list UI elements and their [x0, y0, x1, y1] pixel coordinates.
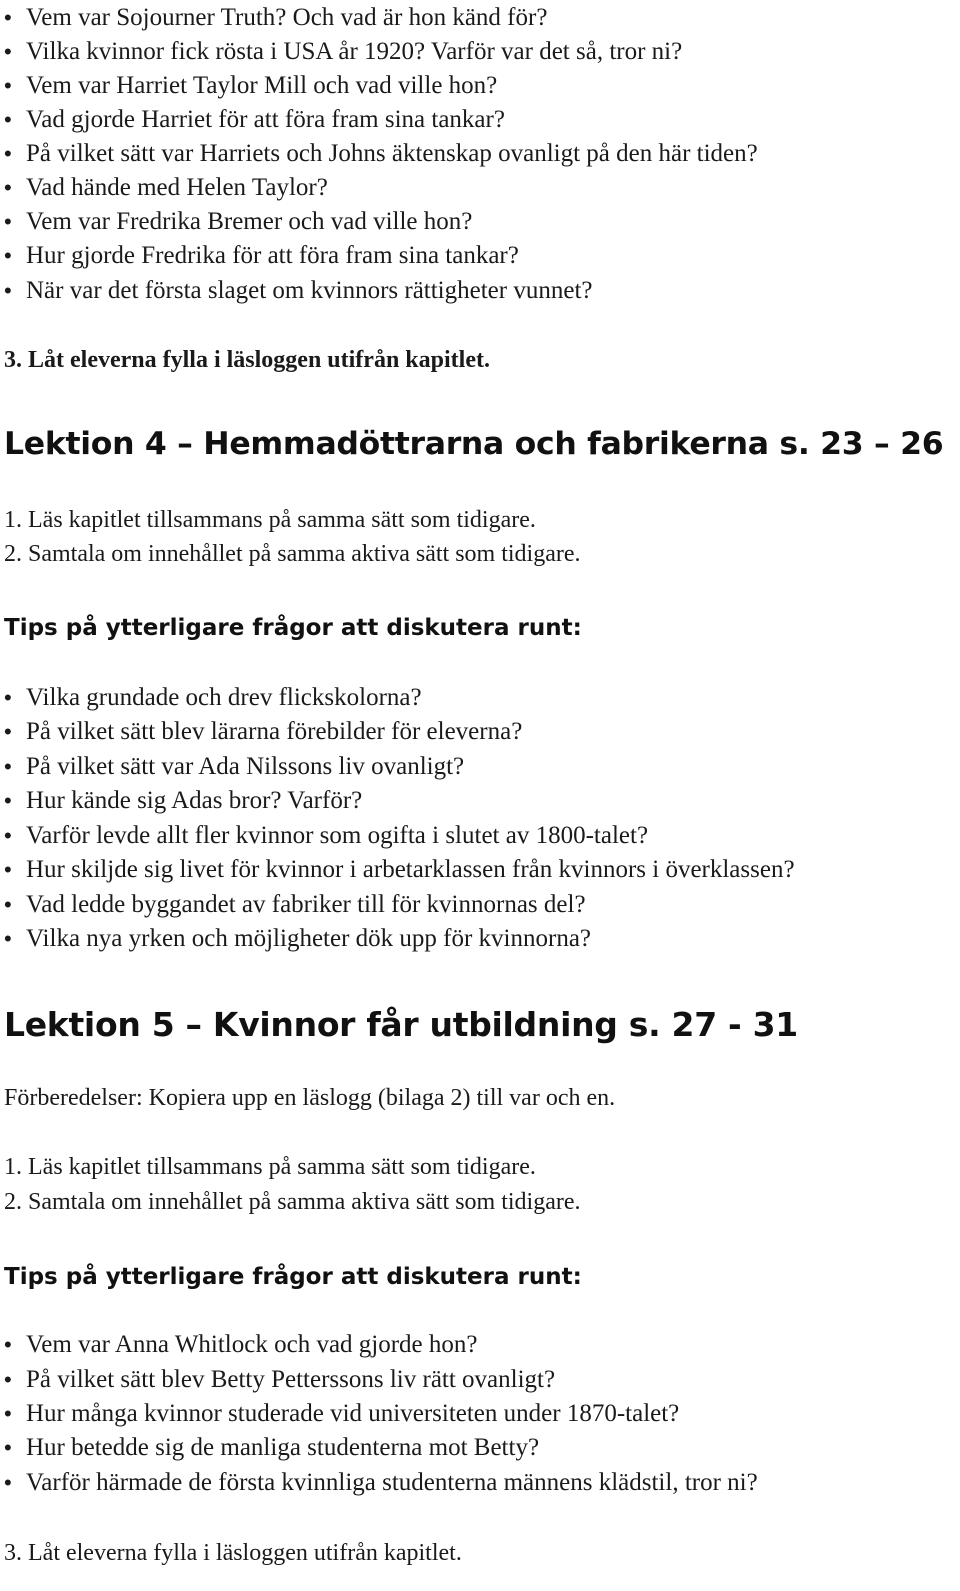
list-item: • Vad ledde byggandet av fabriker till för kvinnornas del? [4, 891, 586, 918]
list-item: • På vilket sätt blev lärarna förebilder för eleverna? [4, 718, 523, 745]
list-item: • Hur betedde sig de manliga studenterna mot Betty? [4, 1434, 540, 1461]
list-item: • Varför levde allt fler kvinnor som ogifta i slutet av 1800-talet? [4, 822, 649, 849]
lesson-4-tips-heading: Tips på ytterligare frågor att diskutera runt: [4, 615, 582, 641]
list-item: • Vilka grundade och drev flickskolorna? [4, 684, 422, 711]
list-item: • Varför härmade de första kvinnliga studenterna männens klädstil, tror ni? [4, 1469, 758, 1496]
lesson-5-preparation: Förberedelser: Kopiera upp en läslogg (bilaga 2) till var och en. [4, 1085, 616, 1111]
list-item: • Vad gjorde Harriet för att föra fram sina tankar? [4, 106, 505, 133]
list-item: • Hur gjorde Fredrika för att föra fram sina tankar? [4, 242, 519, 269]
lesson-5-tips-heading: Tips på ytterligare frågor att diskutera runt: [4, 1264, 582, 1290]
step-3-instruction: 3. Låt eleverna fylla i läsloggen utifrån kapitlet. [4, 347, 490, 373]
list-item: • Vem var Sojourner Truth? Och vad är hon känd för? [4, 4, 548, 31]
list-item: • Vilka nya yrken och möjligheter dök upp för kvinnorna? [4, 925, 592, 952]
list-item: • Vad hände med Helen Taylor? [4, 174, 328, 201]
lesson-5-step-3: 3. Låt eleverna fylla i läsloggen utifrån kapitlet. [4, 1540, 462, 1566]
lesson-4-step-1: 1. Läs kapitlet tillsammans på samma sätt som tidigare. [4, 507, 536, 533]
list-item: • På vilket sätt var Harriets och Johns äktenskap ovanligt på den här tiden? [4, 140, 758, 167]
lesson-4-step-2: 2. Samtala om innehållet på samma aktiva sätt som tidigare. [4, 541, 581, 567]
list-item: • Hur skiljde sig livet för kvinnor i arbetarklassen från kvinnors i överklassen? [4, 856, 795, 883]
list-item: • När var det första slaget om kvinnors rättigheter vunnet? [4, 277, 593, 304]
list-item: • På vilket sätt blev Betty Petterssons liv rätt ovanligt? [4, 1366, 556, 1393]
list-item: • Hur kände sig Adas bror? Varför? [4, 787, 363, 814]
lesson-5-step-1: 1. Läs kapitlet tillsammans på samma sätt som tidigare. [4, 1154, 536, 1180]
lesson-5-title: Lektion 5 – Kvinnor får utbildning s. 27 - 31 [4, 1005, 798, 1044]
lesson-5-step-2: 2. Samtala om innehållet på samma aktiva sätt som tidigare. [4, 1189, 581, 1215]
lesson-4-title: Lektion 4 – Hemmadöttrarna och fabrikerna s. 23 – 26 [4, 426, 944, 462]
list-item: • Hur många kvinnor studerade vid universiteten under 1870-talet? [4, 1400, 680, 1427]
list-item: • Vem var Anna Whitlock och vad gjorde hon? [4, 1331, 478, 1358]
list-item: • Vilka kvinnor fick rösta i USA år 1920? Varför var det så, tror ni? [4, 38, 683, 65]
list-item: • På vilket sätt var Ada Nilssons liv ovanligt? [4, 753, 465, 780]
list-item: • Vem var Fredrika Bremer och vad ville hon? [4, 208, 473, 235]
list-item: • Vem var Harriet Taylor Mill och vad ville hon? [4, 72, 498, 99]
